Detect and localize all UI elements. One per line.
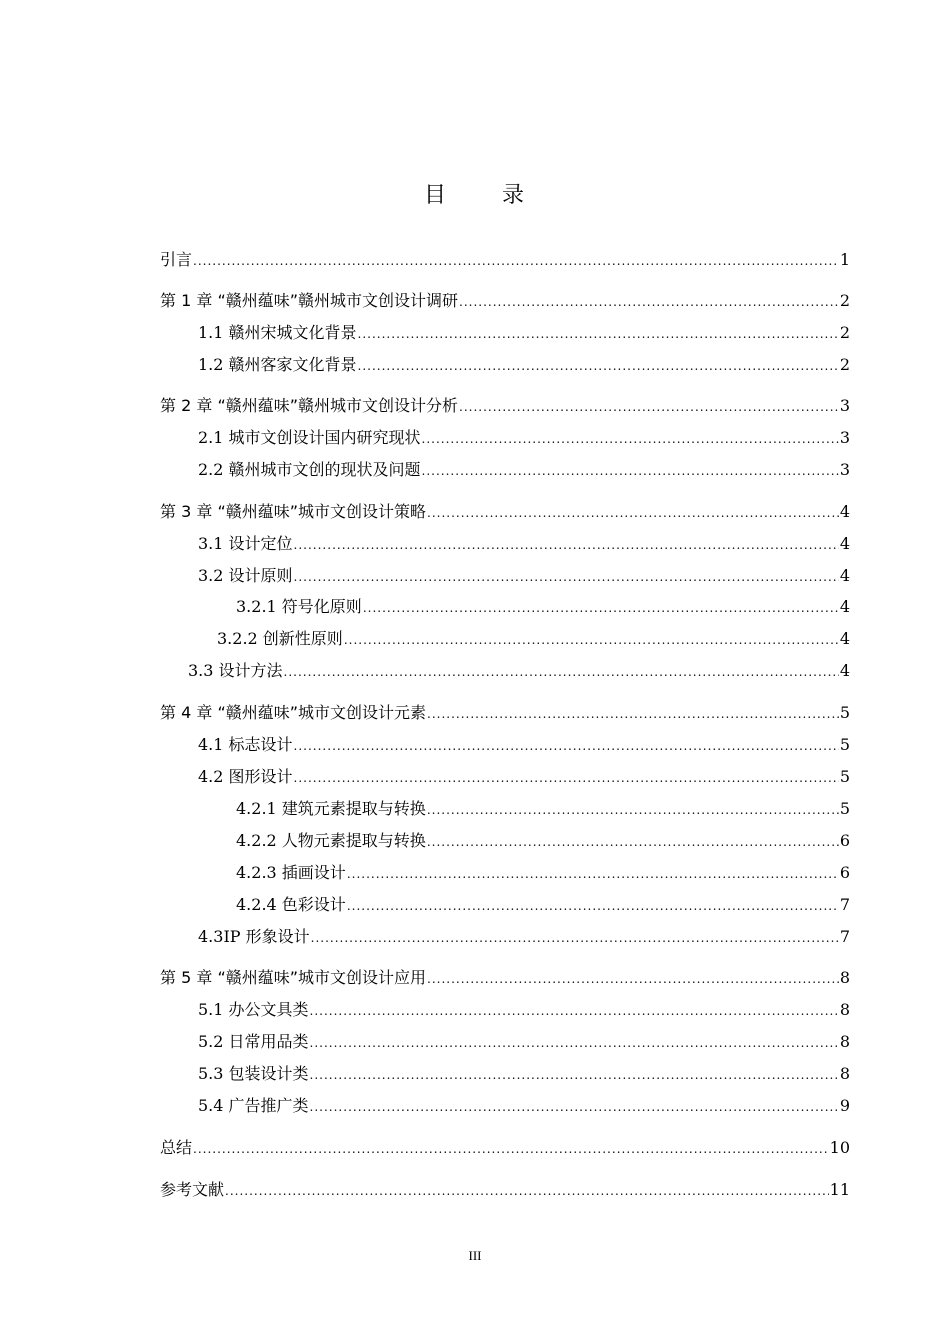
toc-entry-intro[interactable]: 引言 ..... 1 [160, 250, 850, 271]
toc-entry-4-2-1[interactable]: 4.2.1 建筑元素提取与转换 ..... 5 [236, 799, 850, 820]
page-number: III [468, 1248, 482, 1263]
toc-entry-3-2[interactable]: 3.2 设计原则 ..... 4 [198, 566, 850, 587]
toc-entry-5-3[interactable]: 5.3 包装设计类 ..... 8 [198, 1064, 850, 1085]
toc-entry-5-2[interactable]: 5.2 日常用品类 ..... 8 [198, 1032, 850, 1053]
toc-entry-4-2-4[interactable]: 4.2.4 色彩设计 ..... 7 [236, 895, 850, 916]
toc-entry-3-2-2[interactable]: 3.2.2 创新性原则 ..... 4 [217, 629, 850, 650]
toc-entry-references[interactable]: 参考文献 ..... 11 [160, 1180, 850, 1201]
title-char-left: 目 [423, 183, 448, 208]
toc-entry-summary[interactable]: 总结 ..... 10 [160, 1138, 850, 1159]
title-char-right: 录 [502, 183, 527, 208]
toc-entry-4-2-2[interactable]: 4.2.2 人物元素提取与转换 ..... 6 [236, 831, 850, 852]
toc-entry-4-2[interactable]: 4.2 图形设计 ..... 5 [198, 767, 850, 788]
toc-entry-3-1[interactable]: 3.1 设计定位 ..... 4 [198, 534, 850, 555]
toc-entry-1-2[interactable]: 1.2 赣州客家文化背景 ..... 2 [198, 355, 850, 376]
toc-entry-chapter-5[interactable]: 第 5 章 “赣州蕴味”城市文创设计应用 ..... 8 [160, 968, 850, 989]
toc-entry-3-2-1[interactable]: 3.2.1 符号化原则 ..... 4 [236, 597, 850, 618]
toc-entry-5-1[interactable]: 5.1 办公文具类 ..... 8 [198, 1000, 850, 1021]
toc-entry-5-4[interactable]: 5.4 广告推广类 ..... 9 [198, 1096, 850, 1117]
toc-entry-chapter-3[interactable]: 第 3 章 “赣州蕴味”城市文创设计策略 ..... 4 [160, 502, 850, 523]
toc-entry-chapter-4[interactable]: 第 4 章 “赣州蕴味”城市文创设计元素 ..... 5 [160, 703, 850, 724]
toc-entry-4-1[interactable]: 4.1 标志设计 ..... 5 [198, 735, 850, 756]
toc-entry-1-1[interactable]: 1.1 赣州宋城文化背景 ..... 2 [198, 323, 850, 344]
toc-entry-4-2-3[interactable]: 4.2.3 插画设计 ..... 6 [236, 863, 850, 884]
toc-entry-3-3[interactable]: 3.3 设计方法 ..... 4 [188, 661, 850, 682]
toc-entry-4-3[interactable]: 4.3IP 形象设计 ..... 7 [198, 927, 850, 948]
toc-entry-chapter-1[interactable]: 第 1 章 “赣州蕴味”赣州城市文创设计调研 ..... 2 [160, 291, 850, 312]
toc-entry-2-2[interactable]: 2.2 赣州城市文创的现状及问题 ..... 3 [198, 460, 850, 481]
toc-entry-2-1[interactable]: 2.1 城市文创设计国内研究现状 ..... 3 [198, 428, 850, 449]
toc-entry-chapter-2[interactable]: 第 2 章 “赣州蕴味”赣州城市文创设计分析 ..... 3 [160, 396, 850, 417]
